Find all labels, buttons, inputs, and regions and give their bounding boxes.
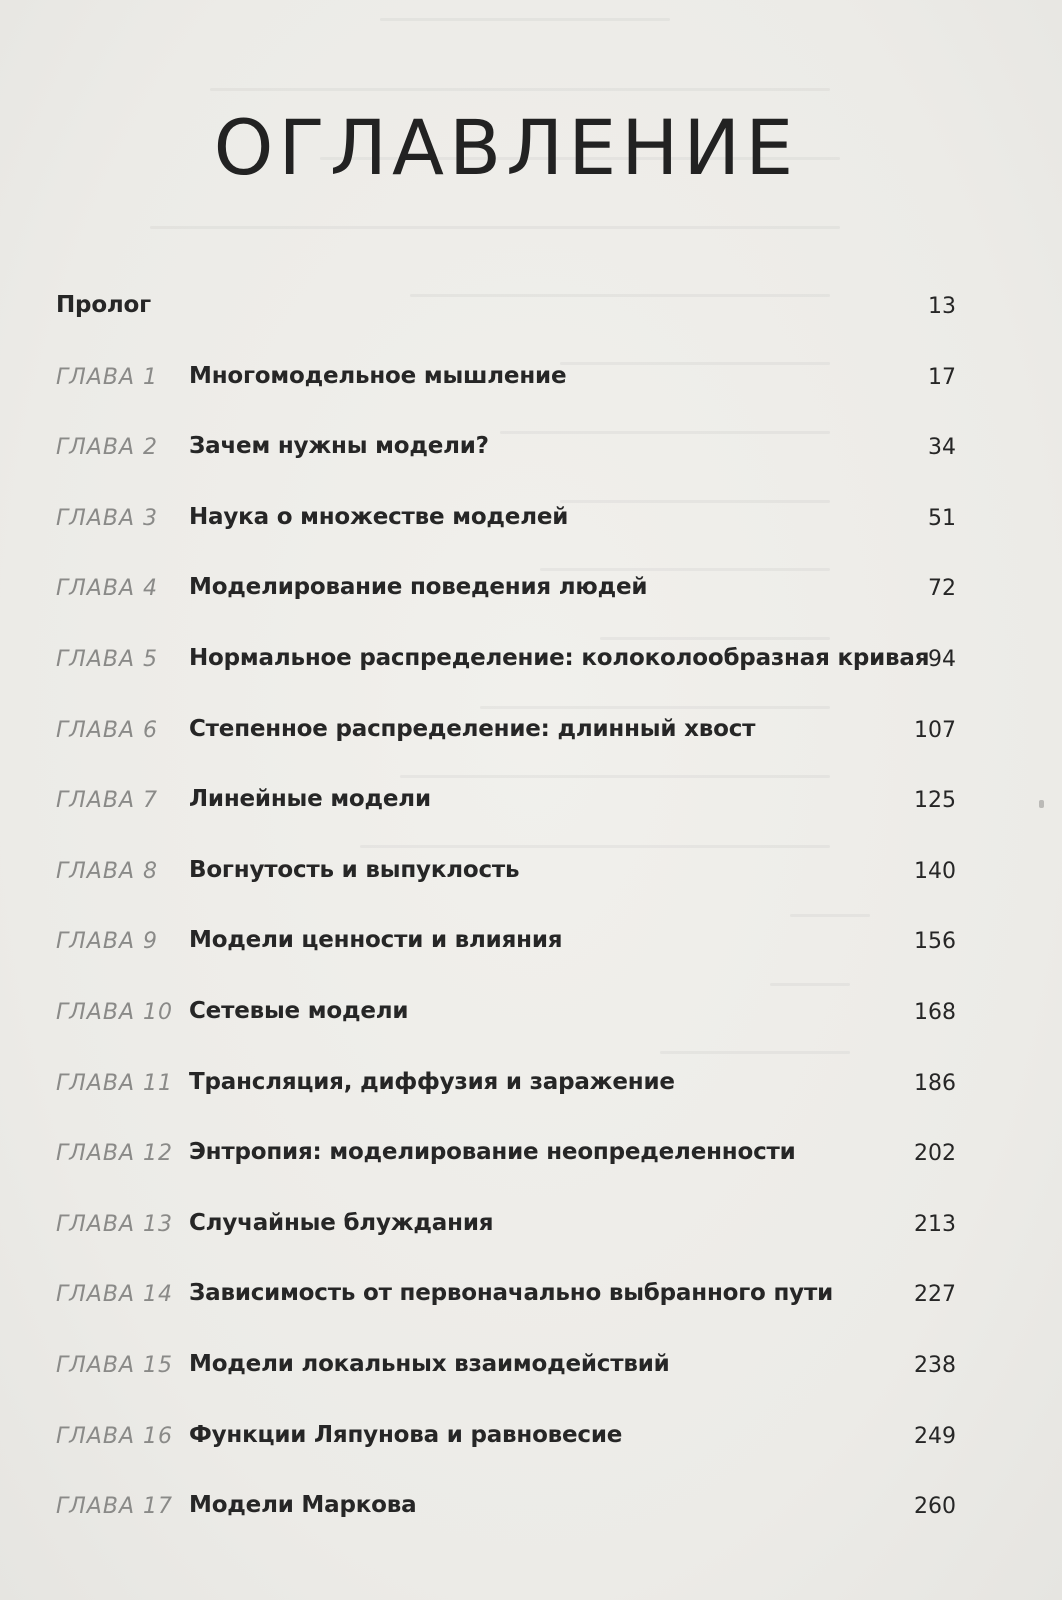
chapter-title: Модели Маркова — [189, 1492, 417, 1519]
chapter-label: ГЛАВА 13 — [56, 1211, 173, 1237]
chapter-title: Модели локальных взаимодействий — [189, 1350, 670, 1377]
toc-entry — [56, 708, 976, 779]
chapter-page: 34 — [928, 435, 956, 461]
chapter-page: 186 — [914, 1070, 956, 1096]
toc-entry — [56, 1484, 976, 1555]
chapter-title: Случайные блуждания — [189, 1209, 494, 1236]
chapter-label: ГЛАВА 3 — [56, 505, 158, 531]
chapter-label: ГЛАВА 6 — [56, 717, 158, 743]
chapter-title: Многомодельное мышление — [189, 362, 567, 389]
chapter-title: Моделирование поведения людей — [189, 574, 648, 601]
chapter-label: ГЛАВА 16 — [56, 1423, 173, 1449]
chapter-title: Функции Ляпунова и равновесие — [189, 1421, 623, 1448]
chapter-label: ГЛАВА 7 — [56, 788, 158, 814]
chapter-title: Зависимость от первоначально выбранного пути — [189, 1280, 833, 1307]
chapter-page: 238 — [914, 1352, 956, 1378]
chapter-page: 125 — [914, 788, 956, 814]
toc-entry — [56, 990, 976, 1061]
toc-entry — [56, 849, 976, 920]
toc-entry — [56, 355, 976, 426]
toc-entry-page: 13 — [928, 294, 956, 319]
toc-entry — [56, 778, 976, 849]
chapter-label: ГЛАВА 17 — [56, 1494, 173, 1520]
chapter-label: ГЛАВА 10 — [56, 999, 173, 1025]
toc-entry — [56, 425, 976, 496]
chapter-title: Сетевые модели — [189, 997, 409, 1024]
toc-entry — [56, 566, 976, 637]
chapter-page: 168 — [914, 999, 956, 1025]
margin-mark — [1039, 800, 1044, 808]
chapter-page: 17 — [928, 364, 956, 390]
chapter-label: ГЛАВА 5 — [56, 646, 158, 672]
chapter-label: ГЛАВА 4 — [56, 576, 158, 602]
chapter-title: Модели ценности и влияния — [189, 927, 563, 954]
chapter-title: Зачем нужны модели? — [189, 433, 489, 460]
chapter-page: 51 — [928, 505, 956, 531]
chapter-page: 140 — [914, 858, 956, 884]
toc-entry — [56, 919, 976, 990]
chapter-title: Вогнутость и выпуклость — [189, 856, 520, 883]
toc-entry-prologue — [56, 284, 976, 355]
chapter-label: ГЛАВА 14 — [56, 1282, 173, 1308]
toc-entry — [56, 1061, 976, 1132]
chapter-label: ГЛАВА 12 — [56, 1141, 173, 1167]
toc-entry — [56, 637, 976, 708]
chapter-label: ГЛАВА 1 — [56, 364, 158, 390]
chapter-title: Нормальное распределение: колоколообразная кривая — [189, 644, 930, 671]
chapter-page: 107 — [914, 717, 956, 743]
toc-entry — [56, 1414, 976, 1485]
toc-entry-title: Пролог — [56, 292, 151, 318]
page-title: ОГЛАВЛЕНИЕ — [213, 102, 799, 192]
chapter-title: Степенное распределение: длинный хвост — [189, 715, 756, 742]
toc-entry — [56, 1272, 976, 1343]
chapter-page: 94 — [928, 646, 956, 672]
chapter-label: ГЛАВА 2 — [56, 435, 158, 461]
chapter-label: ГЛАВА 9 — [56, 929, 158, 955]
chapter-title: Трансляция, диффузия и заражение — [189, 1068, 675, 1095]
chapter-label: ГЛАВА 15 — [56, 1352, 173, 1378]
chapter-title: Энтропия: моделирование неопределенности — [189, 1139, 796, 1166]
toc-entry — [56, 496, 976, 567]
toc-entry — [56, 1131, 976, 1202]
chapter-title: Линейные модели — [189, 786, 431, 813]
chapter-page: 260 — [914, 1494, 956, 1520]
chapter-page: 213 — [914, 1211, 956, 1237]
chapter-page: 202 — [914, 1141, 956, 1167]
chapter-label: ГЛАВА 11 — [56, 1070, 173, 1096]
table-of-contents — [56, 284, 976, 1555]
chapter-page: 227 — [914, 1282, 956, 1308]
chapter-page: 249 — [914, 1423, 956, 1449]
chapter-page: 156 — [914, 929, 956, 955]
chapter-page: 72 — [928, 576, 956, 602]
toc-entry — [56, 1343, 976, 1414]
chapter-title: Наука о множестве моделей — [189, 503, 569, 530]
chapter-label: ГЛАВА 8 — [56, 858, 158, 884]
toc-entry — [56, 1202, 976, 1273]
